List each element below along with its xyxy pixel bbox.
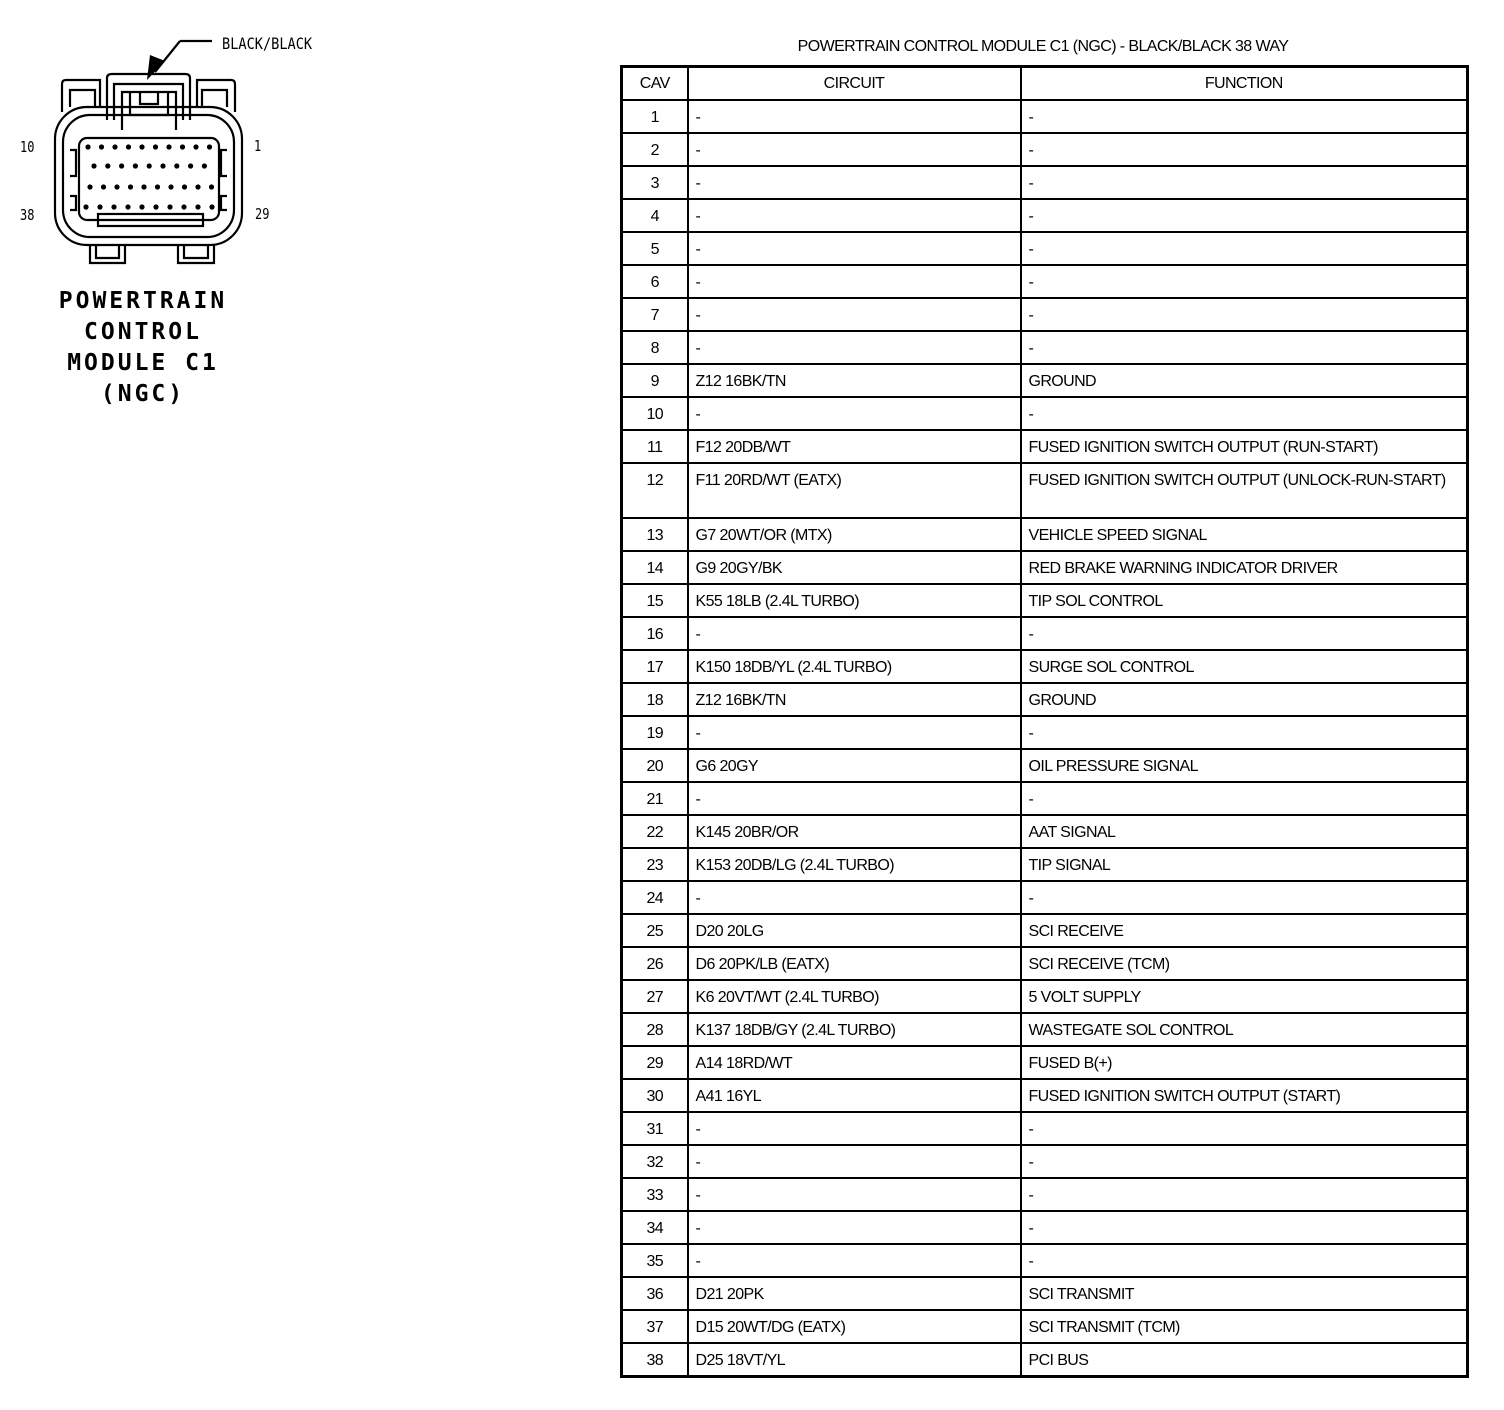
circuit-cell: K6 20VT/WT (2.4L TURBO) [688,980,1021,1013]
function-cell: - [1021,1244,1468,1277]
circuit-cell: - [688,166,1021,199]
right-bottom-tab-inner [184,245,208,258]
function-cell: FUSED B(+) [1021,1046,1468,1079]
connector-face [63,115,234,237]
table-row [622,914,1468,947]
circuit-cell: Z12 16BK/TN [688,364,1021,397]
connector-color-label: BLACK/BLACK [222,34,313,53]
pin-cavity [125,204,130,209]
pin-cavity [195,184,200,189]
pin-cavity [155,184,160,189]
pin-cavity [133,163,138,168]
connector-name-line: POWERTRAIN [58,288,228,314]
table-row [622,617,1468,650]
circuit-cell: - [688,199,1021,232]
pin-cavity [180,144,185,149]
circuit-cell: - [688,1112,1021,1145]
cav-cell: 20 [622,749,688,782]
function-cell: - [1021,617,1468,650]
cav-cell: 26 [622,947,688,980]
table-row [622,1046,1468,1079]
cav-cell: 37 [622,1310,688,1343]
circuit-cell: - [688,1244,1021,1277]
pin-cavity [202,163,207,168]
cav-cell: 1 [622,100,688,133]
cav-cell: 5 [622,232,688,265]
table-row [622,265,1468,298]
circuit-cell: - [688,298,1021,331]
cav-cell: 17 [622,650,688,683]
table-row [622,430,1468,463]
pin-cavity [139,144,144,149]
cav-cell: 23 [622,848,688,881]
circuit-cell: - [688,265,1021,298]
connector-name-line: MODULE C1 [67,350,219,376]
header-circuit: CIRCUIT [688,67,1021,101]
function-cell: WASTEGATE SOL CONTROL [1021,1013,1468,1046]
function-cell: - [1021,133,1468,166]
pin-cavity [141,184,146,189]
cav-cell: 28 [622,1013,688,1046]
table-row [622,848,1468,881]
pin-cavity [85,144,90,149]
table-row [622,1244,1468,1277]
cav-cell: 29 [622,1046,688,1079]
function-cell: GROUND [1021,364,1468,397]
pin-cavity [209,204,214,209]
cav-cell: 14 [622,551,688,584]
table-row [622,199,1468,232]
right-key [221,150,227,176]
table-row [622,1211,1468,1244]
pin-label-10: 10 [20,138,35,156]
pin-cavity [167,204,172,209]
function-cell: - [1021,716,1468,749]
circuit-cell: F12 20DB/WT [688,430,1021,463]
cav-cell: 10 [622,397,688,430]
function-cell: - [1021,331,1468,364]
cav-cell: 27 [622,980,688,1013]
table-row [622,1343,1468,1377]
cav-cell: 30 [622,1079,688,1112]
circuit-cell: D20 20LG [688,914,1021,947]
table-row [622,782,1468,815]
left-bottom-tab-inner [96,245,119,258]
circuit-cell: - [688,1211,1021,1244]
circuit-cell: - [688,331,1021,364]
table-row [622,716,1468,749]
function-cell: - [1021,782,1468,815]
pinout-table [620,65,1469,1378]
circuit-cell: G6 20GY [688,749,1021,782]
function-cell: - [1021,232,1468,265]
cav-cell: 19 [622,716,688,749]
circuit-cell: K153 20DB/LG (2.4L TURBO) [688,848,1021,881]
cav-cell: 16 [622,617,688,650]
pin-cavity [174,163,179,168]
pin-cavity [139,204,144,209]
function-cell: SCI TRANSMIT [1021,1277,1468,1310]
circuit-cell: - [688,1145,1021,1178]
circuit-cell: A14 18RD/WT [688,1046,1021,1079]
pin-cavity [111,204,116,209]
circuit-cell: K137 18DB/GY (2.4L TURBO) [688,1013,1021,1046]
circuit-cell: K55 18LB (2.4L TURBO) [688,584,1021,617]
function-cell: - [1021,1145,1468,1178]
circuit-cell: - [688,100,1021,133]
circuit-cell: F11 20RD/WT (EATX) [688,463,1021,518]
pin-label-29: 29 [255,205,270,223]
circuit-cell: Z12 16BK/TN [688,683,1021,716]
circuit-cell: - [688,617,1021,650]
table-row [622,1079,1468,1112]
function-cell: FUSED IGNITION SWITCH OUTPUT (UNLOCK-RUN-START) [1021,463,1468,518]
circuit-cell: D21 20PK [688,1277,1021,1310]
circuit-cell: D6 20PK/LB (EATX) [688,947,1021,980]
table-row [622,331,1468,364]
function-cell: PCI BUS [1021,1343,1468,1377]
function-cell: RED BRAKE WARNING INDICATOR DRIVER [1021,551,1468,584]
right-top-tab-inner [202,90,227,107]
table-header-row [622,67,1468,101]
pin-cavity [87,184,92,189]
cav-cell: 7 [622,298,688,331]
left-key [70,150,76,176]
cav-cell: 34 [622,1211,688,1244]
cav-cell: 22 [622,815,688,848]
pin-cavity [119,163,124,168]
pin-cavity [153,204,158,209]
circuit-cell: D25 18VT/YL [688,1343,1021,1377]
cav-cell: 2 [622,133,688,166]
cav-cell: 35 [622,1244,688,1277]
function-cell: AAT SIGNAL [1021,815,1468,848]
cav-cell: 38 [622,1343,688,1377]
table-row [622,881,1468,914]
function-cell: - [1021,397,1468,430]
cav-cell: 24 [622,881,688,914]
function-cell: - [1021,298,1468,331]
pin-cavity [112,144,117,149]
cav-cell: 12 [622,463,688,518]
pin-cavity [207,144,212,149]
pin-cavity [168,184,173,189]
table-row [622,650,1468,683]
header-cav: CAV [622,67,688,101]
pin-cavity [182,184,187,189]
table-row [622,166,1468,199]
table-row [622,551,1468,584]
table-row [622,298,1468,331]
circuit-cell: G9 20GY/BK [688,551,1021,584]
function-cell: - [1021,265,1468,298]
function-cell: TIP SIGNAL [1021,848,1468,881]
function-cell: GROUND [1021,683,1468,716]
pin-cavity [195,204,200,209]
table-row [622,1277,1468,1310]
function-cell: - [1021,1178,1468,1211]
connector-body [55,107,242,245]
table-row [622,1178,1468,1211]
table-row [622,947,1468,980]
table-row [622,1013,1468,1046]
circuit-cell: K145 20BR/OR [688,815,1021,848]
function-cell: - [1021,100,1468,133]
cav-cell: 25 [622,914,688,947]
function-cell: VEHICLE SPEED SIGNAL [1021,518,1468,551]
circuit-cell: - [688,881,1021,914]
pin-cavity [99,144,104,149]
function-cell: - [1021,166,1468,199]
function-cell: SCI RECEIVE [1021,914,1468,947]
circuit-cell: - [688,232,1021,265]
function-cell: SURGE SOL CONTROL [1021,650,1468,683]
left-top-tab-inner [70,90,95,107]
pin-cavity [160,163,165,168]
pin-cavity [193,144,198,149]
right-key-lower [221,196,227,210]
cav-cell: 6 [622,265,688,298]
cav-cell: 18 [622,683,688,716]
cav-cell: 21 [622,782,688,815]
function-cell: TIP SOL CONTROL [1021,584,1468,617]
connector-name-line: (NGC) [100,381,186,407]
pin-label-1: 1 [254,137,262,155]
circuit-cell: - [688,716,1021,749]
function-cell: OIL PRESSURE SIGNAL [1021,749,1468,782]
header-function: FUNCTION [1021,67,1468,101]
function-cell: SCI TRANSMIT (TCM) [1021,1310,1468,1343]
cav-cell: 3 [622,166,688,199]
circuit-cell: D15 20WT/DG (EATX) [688,1310,1021,1343]
function-cell: - [1021,1112,1468,1145]
table-row [622,749,1468,782]
left-key-lower [70,196,76,210]
function-cell: - [1021,881,1468,914]
table-body [622,100,1468,1377]
pin-cavity [181,204,186,209]
cav-cell: 9 [622,364,688,397]
pin-cavity [209,184,214,189]
cav-cell: 4 [622,199,688,232]
table-row [622,815,1468,848]
table-row [622,232,1468,265]
pin-cavity [153,144,158,149]
pin-cavity [126,144,131,149]
function-cell: SCI RECEIVE (TCM) [1021,947,1468,980]
table-row [622,683,1468,716]
table-row [622,518,1468,551]
pin-cavity [128,184,133,189]
circuit-cell: K150 18DB/YL (2.4L TURBO) [688,650,1021,683]
lock-housing [107,74,190,120]
pin-cavity [188,163,193,168]
circuit-cell: - [688,397,1021,430]
function-cell: FUSED IGNITION SWITCH OUTPUT (START) [1021,1079,1468,1112]
pin-cavity [114,184,119,189]
pin-cavity [105,163,110,168]
table-row [622,463,1468,518]
cav-cell: 8 [622,331,688,364]
function-cell: FUSED IGNITION SWITCH OUTPUT (RUN-START) [1021,430,1468,463]
arrow-head [147,55,165,80]
pin-dots [83,144,214,209]
circuit-cell: G7 20WT/OR (MTX) [688,518,1021,551]
pin-label-38: 38 [20,206,35,224]
table-row [622,980,1468,1013]
pin-cavity [166,144,171,149]
table-row [622,584,1468,617]
pin-cavity [91,163,96,168]
lock-key [140,92,158,104]
cav-cell: 36 [622,1277,688,1310]
table-title: POWERTRAIN CONTROL MODULE C1 (NGC) - BLACK/BLACK 38 WAY [797,38,1289,55]
connector-name [38,286,248,410]
cav-cell: 11 [622,430,688,463]
cav-cell: 31 [622,1112,688,1145]
table-row [622,100,1468,133]
pin-cavity [97,204,102,209]
pin-cavity [101,184,106,189]
table-row [622,397,1468,430]
cav-cell: 15 [622,584,688,617]
circuit-cell: - [688,782,1021,815]
circuit-cell: - [688,1178,1021,1211]
connector-name-line: CONTROL [84,319,202,345]
cav-cell: 32 [622,1145,688,1178]
table-row [622,1310,1468,1343]
function-cell: - [1021,1211,1468,1244]
pin-cavity [147,163,152,168]
pin-cavity [83,204,88,209]
cav-cell: 33 [622,1178,688,1211]
function-cell: - [1021,199,1468,232]
table-row [622,1112,1468,1145]
table-row [622,364,1468,397]
circuit-cell: - [688,133,1021,166]
circuit-cell: A41 16YL [688,1079,1021,1112]
function-cell: 5 VOLT SUPPLY [1021,980,1468,1013]
table-row [622,1145,1468,1178]
cav-cell: 13 [622,518,688,551]
connector-figure [0,0,600,420]
table-row [622,133,1468,166]
